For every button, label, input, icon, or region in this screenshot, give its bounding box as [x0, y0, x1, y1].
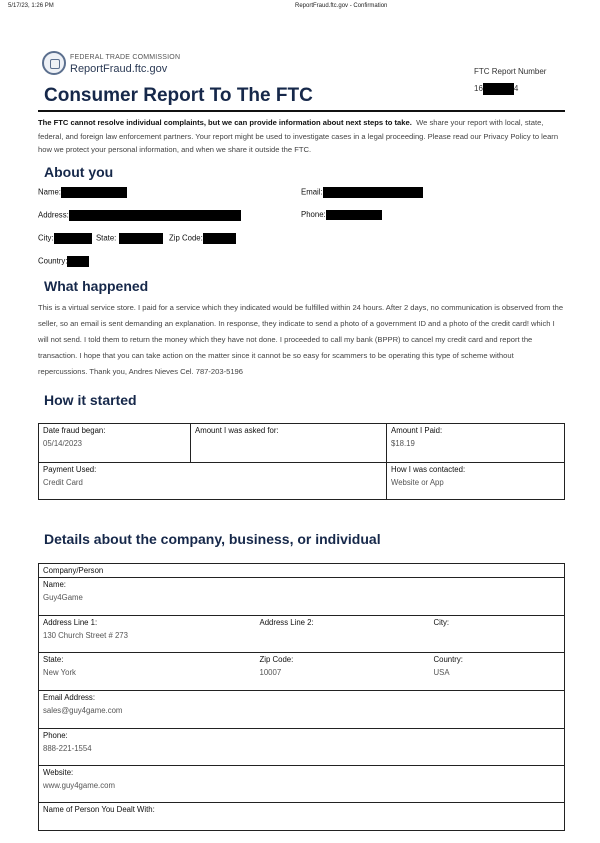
- addr1-value: 130 Church Street # 273: [43, 631, 128, 640]
- report-number-label: FTC Report Number: [474, 67, 547, 76]
- redaction: [54, 233, 92, 244]
- date-value: 05/14/2023: [43, 439, 83, 448]
- what-happened-heading: What happened: [44, 278, 149, 294]
- page-title: Consumer Report To The FTC: [44, 85, 313, 106]
- zip-label: Zip Code:: [259, 655, 294, 664]
- state-label: State:: [95, 233, 117, 243]
- addr2-cell: [256, 616, 430, 653]
- city-cell: [430, 616, 565, 653]
- email-label: Email Address:: [43, 693, 96, 702]
- address-field: [38, 210, 241, 221]
- phone-cell: [39, 729, 565, 766]
- intro-rest: We share your report with local, state, federal, and foreign law enforcement partners. Your report might be used to investigate cases in a legal proceeding. Please read our Privacy Policy to learn how we protect your personal information, and when we share it outside the FTC.: [38, 118, 559, 154]
- divider: [38, 110, 565, 112]
- paid-label: Amount I Paid:: [391, 426, 443, 435]
- payment-label: Payment Used:: [43, 465, 97, 474]
- report-number-suffix: 4: [513, 84, 519, 94]
- what-happened-text: This is a virtual service store. I paid for a service which they indicated would be fulfilled within 24 hours. After 2 days, no communication is observed from the seller, so an email is sent demanding an explanation. In response, they indicate to send a photo of a government ID and a photo of the credit card! which I will not send. I told them to return the money which they have not done. I proceeded to call my bank (BPPR) to cancel my credit card and report the transaction. I hope that you can take action on the matter since it cannot be so easy for scammers to be operating this type of scheme without repercussions. Thank you, Andres Nieves Cel. 787-203-5196: [38, 303, 564, 376]
- payment-cell: [39, 463, 387, 500]
- intro-bold: The FTC cannot resolve individual complaints, but we can provide information about next steps to take.: [38, 118, 412, 127]
- city-field: [38, 233, 236, 244]
- country-value: USA: [433, 668, 450, 677]
- website-cell: [39, 766, 565, 803]
- payment-value: Credit Card: [43, 478, 83, 487]
- country-label: Country:: [38, 256, 68, 266]
- asked-cell: [191, 424, 387, 463]
- email-field: [301, 187, 423, 198]
- country-cell: [430, 653, 565, 691]
- redaction: [61, 187, 127, 198]
- state-value: New York: [43, 668, 76, 677]
- addr1-label: Address Line 1:: [43, 618, 98, 627]
- country-field: [38, 256, 89, 267]
- addr2-label: Address Line 2:: [259, 618, 314, 627]
- agency-name: FEDERAL TRADE COMMISSION: [70, 54, 181, 61]
- name-field: [38, 187, 127, 198]
- redaction: [119, 233, 163, 244]
- zip-label: Zip Code:: [169, 233, 203, 243]
- contact-label: How I was contacted:: [391, 465, 466, 474]
- email-value: sales@guy4game.com: [43, 706, 123, 715]
- site-name: ReportFraud.ftc.gov: [70, 63, 168, 75]
- paid-value: $18.19: [391, 439, 415, 448]
- website-value: www.guy4game.com: [43, 781, 115, 790]
- phone-label: Phone:: [301, 210, 326, 220]
- date-label: Date fraud began:: [43, 426, 106, 435]
- phone-field: [301, 210, 382, 220]
- company-table: [38, 563, 565, 831]
- redaction: [323, 187, 423, 198]
- paid-cell: [387, 424, 565, 463]
- report-number: [474, 83, 518, 95]
- company-heading: Details about the company, business, or individual: [44, 531, 381, 547]
- phone-value: 888-221-1554: [43, 744, 92, 753]
- name-label: Name:: [43, 580, 66, 589]
- state-label: State:: [43, 655, 64, 664]
- email-cell: [39, 691, 565, 729]
- country-label: Country:: [433, 655, 463, 664]
- name-label: Name:: [38, 187, 61, 197]
- redaction: [203, 233, 236, 244]
- ftc-seal-icon: [42, 51, 66, 75]
- redaction: [69, 210, 241, 221]
- intro-text: [38, 116, 565, 157]
- how-started-table: [38, 423, 565, 500]
- date-cell: [39, 424, 191, 463]
- name-value: Guy4Game: [43, 593, 83, 602]
- zip-cell: [256, 653, 430, 691]
- redaction: [483, 83, 514, 95]
- asked-label: Amount I was asked for:: [195, 426, 279, 435]
- redaction: [67, 256, 89, 267]
- person-label: Name of Person You Dealt With:: [43, 805, 155, 814]
- address-label: Address:: [38, 210, 69, 220]
- company-section-label: Company/Person: [39, 564, 565, 578]
- report-number-prefix: 16: [474, 84, 483, 94]
- redaction: [326, 210, 382, 220]
- person-cell: [39, 803, 565, 831]
- state-cell: [39, 653, 256, 691]
- city-label: City:: [38, 233, 54, 243]
- about-heading: About you: [44, 164, 114, 180]
- how-started-heading: How it started: [44, 392, 137, 408]
- print-page-title: ReportFraud.ftc.gov - Confirmation: [295, 3, 388, 9]
- addr1-cell: [39, 616, 256, 653]
- city-label: City:: [433, 618, 450, 627]
- name-cell: [39, 578, 565, 616]
- website-label: Website:: [43, 768, 74, 777]
- phone-label: Phone:: [43, 731, 68, 740]
- zip-value: 10007: [259, 668, 282, 677]
- email-label: Email:: [301, 187, 323, 197]
- contact-cell: [387, 463, 565, 500]
- print-datetime: 5/17/23, 1:26 PM: [8, 3, 54, 9]
- contact-value: Website or App: [391, 478, 444, 487]
